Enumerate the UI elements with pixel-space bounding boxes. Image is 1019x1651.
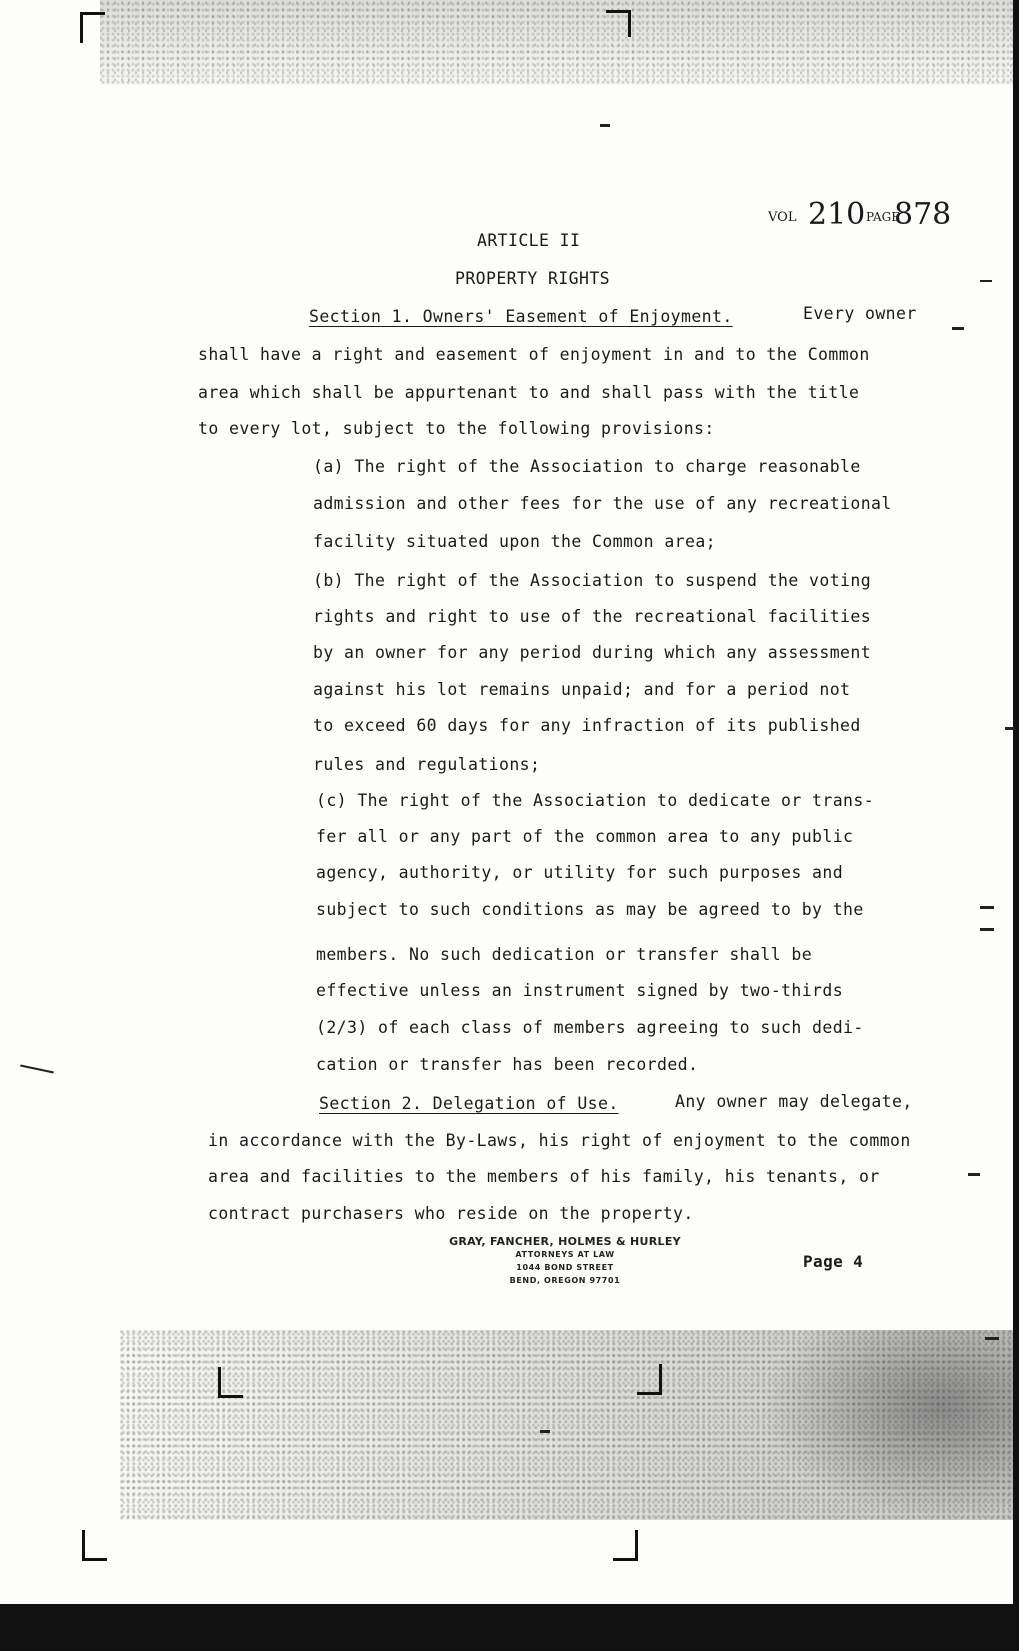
volume-number: 210 — [808, 197, 866, 232]
provision-b-line: (b) The right of the Association to suspend the voting — [313, 571, 872, 590]
provision-b-line: against his lot remains unpaid; and for a period not — [313, 680, 851, 699]
crop-mark-top-right — [606, 10, 631, 37]
provision-c-line: agency, authority, or utility for such purposes and — [316, 863, 844, 882]
law-firm-block — [420, 1235, 710, 1287]
scan-shadow-bottom-right — [760, 1330, 1019, 1520]
provision-b-line: by an owner for any period during which any assessment — [313, 643, 872, 662]
recording-page-number: 878 — [894, 197, 952, 232]
provision-c-line: (2/3) of each class of members agreeing to such dedi- — [316, 1018, 864, 1037]
crop-mark-lower-left — [218, 1367, 243, 1398]
provision-a-line: facility situated upon the Common area; — [313, 532, 717, 551]
section-1-line: to every lot, subject to the following provisions: — [198, 419, 715, 438]
scan-noise-top — [100, 0, 1019, 85]
provision-b-line: to exceed 60 days for any infraction of its published — [313, 716, 861, 735]
scan-mark — [980, 928, 994, 931]
firm-title: ATTORNEYS AT LAW — [515, 1250, 615, 1259]
section-2-line: in accordance with the By-Laws, his right of enjoyment to the common — [208, 1131, 911, 1150]
provision-b-line: rules and regulations; — [313, 755, 541, 774]
scan-mark — [952, 327, 964, 330]
provision-c-line: effective unless an instrument signed by two-thirds — [316, 981, 844, 1000]
recording-page-label: PAGE — [866, 210, 900, 224]
volume-label: VOL — [768, 210, 797, 225]
firm-city: BEND, OREGON 97701 — [509, 1276, 621, 1285]
provision-a-line: admission and other fees for the use of any recreational — [313, 494, 892, 513]
scan-mark — [540, 1430, 550, 1433]
firm-street: 1044 BOND STREET — [516, 1263, 614, 1272]
provision-c-line: (c) The right of the Association to dedicate or trans- — [316, 791, 875, 810]
provision-a-line: (a) The right of the Association to charge reasonable — [313, 457, 861, 476]
section-2-line: Any owner may delegate, — [675, 1092, 913, 1111]
article-title: ARTICLE II — [477, 231, 581, 250]
scan-mark — [968, 1173, 980, 1176]
article-heading: PROPERTY RIGHTS — [455, 269, 611, 288]
scan-mark — [980, 280, 992, 282]
crop-mark-lower-right — [637, 1364, 662, 1395]
section-2-title: Section 2. Delegation of Use. — [319, 1094, 619, 1113]
firm-name: GRAY, FANCHER, HOLMES & HURLEY — [449, 1235, 681, 1248]
section-2-line: contract purchasers who reside on the property. — [208, 1204, 694, 1223]
section-1-title: Section 1. Owners' Easement of Enjoyment. — [309, 307, 733, 326]
crop-mark-bottom-left — [82, 1530, 107, 1561]
scan-mark — [20, 1064, 54, 1073]
section-1-line: shall have a right and easement of enjoyment in and to the Common — [198, 345, 870, 364]
crop-mark-bottom-right — [613, 1530, 638, 1561]
provision-c-line: subject to such conditions as may be agreed to by the — [316, 900, 864, 919]
provision-c-line: fer all or any part of the common area to any public — [316, 827, 854, 846]
provision-c-line: members. No such dedication or transfer shall be — [316, 945, 813, 964]
scan-mark — [985, 1337, 999, 1340]
scan-mark — [600, 124, 610, 127]
provision-b-line: rights and right to use of the recreational facilities — [313, 607, 872, 626]
page-number: Page 4 — [803, 1252, 864, 1271]
crop-mark-top-left — [80, 12, 105, 43]
scan-edge-bottom — [0, 1604, 1019, 1651]
scan-mark — [1005, 727, 1015, 730]
section-1-line: Every owner — [803, 304, 917, 323]
section-1-line: area which shall be appurtenant to and shall pass with the title — [198, 383, 860, 402]
provision-c-line: cation or transfer has been recorded. — [316, 1055, 699, 1074]
scan-edge-right — [1013, 0, 1019, 1651]
scan-mark — [980, 906, 994, 909]
section-2-line: area and facilities to the members of his family, his tenants, or — [208, 1167, 880, 1186]
